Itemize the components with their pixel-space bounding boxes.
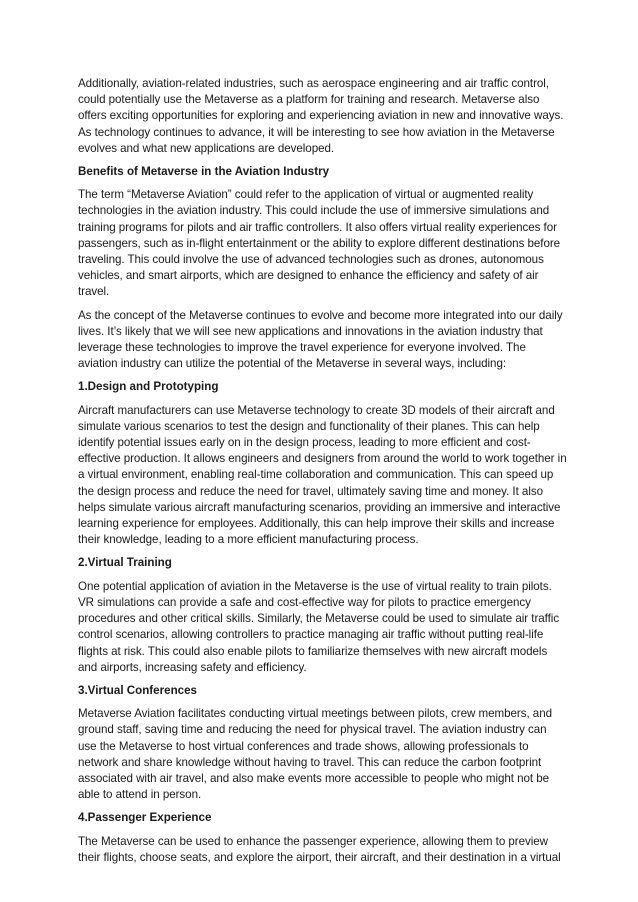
paragraph-metaverse-aviation-term: The term “Metaverse Aviation” could refer to the application of virtual or augmented reality technologies in the aviation industry. This could include the use of immersive simulations and training programs for pilots and air traffic controllers. It also offers virtual reality experiences for passengers, such as in-flight entertainment or the ability to explore different destinations before traveling. This could involve the use of advanced technologies such as drones, autonomous vehicles, and smart airports, which are designed to enhance the efficiency and safety of air travel. <box>78 188 561 299</box>
section-heading-virtual-training: 2.Virtual Training <box>78 556 172 570</box>
section-heading-benefits: Benefits of Metaverse in the Aviation Industry <box>78 165 330 179</box>
paragraph-passenger-experience: The Metaverse can be used to enhance the passenger experience, allowing them to preview their flights, choose seats, and explore the airport, their aircraft, and their destination in a virtual <box>78 834 561 864</box>
section-heading-passenger-experience: 4.Passenger Experience <box>78 811 212 825</box>
paragraph-metaverse-evolve: As the concept of the Metaverse continues to evolve and become more integrated into our daily lives. It’s likely that we will see new applications and innovations in the aviation industry that leverage these technologies to improve the travel experience for everyone involved. The aviation industry can utilize the potential of the Metaverse in several ways, including: <box>78 308 563 371</box>
paragraph-virtual-training: One potential application of aviation in the Metaverse is the use of virtual reality to train pilots. VR simulations can provide a safe and cost-effective way for pilots to practice emergency procedures and other critical skills. Similarly, the Metaverse could be used to simulate air traffic control scenarios, allowing controllers to practice managing air traffic without putting real-life flights at risk. This could also enable pilots to familiarize themselves with new aircraft models and airports, increasing safety and efficiency. <box>78 579 560 674</box>
section-heading-virtual-conferences: 3.Virtual Conferences <box>78 683 197 697</box>
paragraph-intro: Additionally, aviation-related industries, such as aerospace engineering and air traffic control, could potentially use the Metaverse as a platform for training and research. Metaverse also offers exciting opportunities for exploring and experiencing aviation in new and innovative ways. As technology continues to advance, it will be interesting to see how aviation in the Metaverse evolves and what new applications are developed. <box>78 77 564 155</box>
section-heading-design-prototyping: 1.Design and Prototyping <box>78 380 219 394</box>
paragraph-virtual-conferences: Metaverse Aviation facilitates conducting virtual meetings between pilots, crew members, and ground staff, saving time and reducing the need for physical travel. The aviation industry can use the Metaverse to host virtual conferences and trade shows, allowing professionals to network and share knowledge without having to travel. This can reduce the carbon footprint associated with air travel, and also make events more accessible to people who might not be able to attend in person. <box>78 707 552 802</box>
paragraph-design-prototyping: Aircraft manufacturers can use Metaverse technology to create 3D models of their aircraft and simulate various scenarios to test the design and functionality of their planes. This can help identify potential issues early on in the design process, leading to more efficient and cost-effective production. It allows engineers and designers from around the world to work together in a virtual environment, enabling real-time collaboration and communication. This can speed up the design process and reduce the need for travel, ultimately saving time and money. It also helps simulate various aircraft manufacturing scenarios, providing an immersive and interactive learning experience for employees. Additionally, this can help improve their skills and increase their knowledge, leading to a more efficient manufacturing process. <box>78 403 567 547</box>
